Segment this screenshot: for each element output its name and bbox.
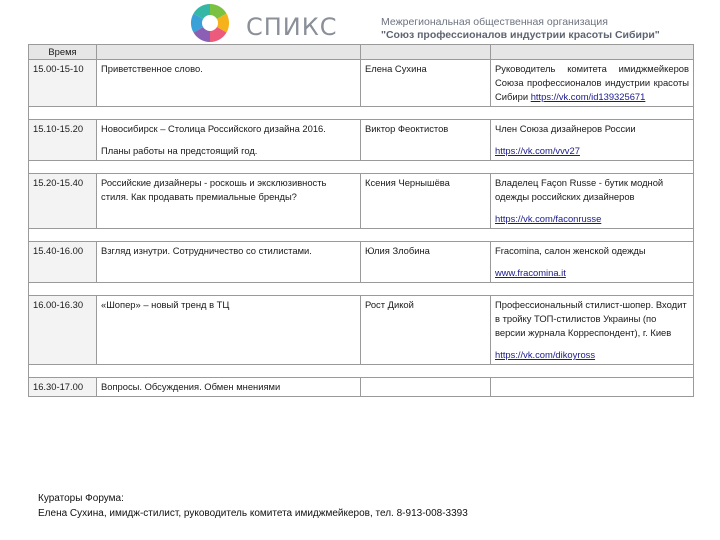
spiks-logo [190,3,340,45]
description-cell [491,174,694,229]
topic-text: Новосибирск – Столица Российского дизайна 2016. [101,123,326,134]
table-row [29,60,694,107]
table-row [29,378,694,397]
header-time: Время [29,45,97,60]
description-text: Руководитель комитета имиджмейкеров Союза профессионалов индустрии красоты Сибири https://vk.com/id139325671 [495,63,689,102]
description-text: Владелец Façon Russe - бутик модной одежды российских дизайнеров [495,177,664,202]
header-speaker [361,45,491,60]
description-cell [491,60,694,107]
row-spacer [29,161,694,174]
time-cell: 16.30-17.00 [29,378,97,397]
topic-cell [97,242,361,283]
time-cell: 15.40-16.00 [29,242,97,283]
speaker-cell: Рост Дикой [361,296,491,365]
description-text: Член Союза дизайнеров России [495,123,636,134]
topic-cell [97,174,361,229]
description-cell [491,296,694,365]
time-cell: 16.00-16.30 [29,296,97,365]
description-cell [491,242,694,283]
topic-cell [97,120,361,161]
row-spacer [29,229,694,242]
curators-footer [38,491,468,521]
topic-text: Российские дизайнеры - роскошь и эксклюзивность стиля. Как продавать премиальные бренды? [101,177,327,202]
header-topic [97,45,361,60]
row-spacer [29,283,694,296]
organization-title [381,16,701,42]
program-table [28,44,694,397]
topic-cell [97,378,361,397]
time-cell: 15.10-15.20 [29,120,97,161]
speaker-cell [361,378,491,397]
table-row [29,120,694,161]
row-spacer [29,365,694,378]
topic-cell [97,60,361,107]
speaker-cell: Юлия Злобина [361,242,491,283]
table-row [29,174,694,229]
curators-title: Кураторы Форума: [38,493,124,504]
time-cell: 15.00-15-10 [29,60,97,107]
table-row [29,296,694,365]
topic-text: Планы работы на предстоящий год. [101,145,258,156]
org-line-2: "Союз профессионалов индустрии красоты Сибири" [381,29,660,41]
header-description [491,45,694,60]
profile-link[interactable]: https://vk.com/faconrusse [495,213,602,224]
description-text: Fracomina, салон женской одежды [495,245,646,256]
table-header-row [29,45,694,60]
description-cell [491,120,694,161]
profile-link[interactable]: https://vk.com/id139325671 [530,91,646,102]
description-cell [491,378,694,397]
topic-text: «Шопер» – новый тренд в ТЦ [101,299,230,310]
topic-text: Приветственное слово. [101,63,203,74]
table-row [29,242,694,283]
speaker-cell: Ксения Чернышёва [361,174,491,229]
org-line-1: Межрегиональная общественная организация [381,16,608,28]
time-cell: 15.20-15.40 [29,174,97,229]
speaker-cell: Виктор Феоктистов [361,120,491,161]
row-spacer [29,107,694,120]
topic-cell [97,296,361,365]
website-link[interactable]: www.fracomina.it [495,267,566,278]
topic-text: Вопросы. Обсуждения. Обмен мнениями [101,381,281,392]
page-header [0,0,720,46]
topic-text: Взгляд изнутри. Сотрудничество со стилистами. [101,245,312,256]
curators-contact: Елена Сухина, имидж-стилист, руководитель комитета имиджмейкеров, тел. 8-913-008-3393 [38,508,468,519]
profile-link[interactable]: https://vk.com/vvv27 [495,145,580,156]
speaker-cell: Елена Сухина [361,60,491,107]
logo-emblem-icon [190,3,230,43]
logo-text: СПИКС [246,13,338,41]
description-text: Профессиональный стилист-шопер. Входит в тройку ТОП-стилистов Украины (по версии журнала Корреспондент), г. Киев [495,299,687,338]
profile-link[interactable]: https://vk.com/dikoyross [495,349,596,360]
